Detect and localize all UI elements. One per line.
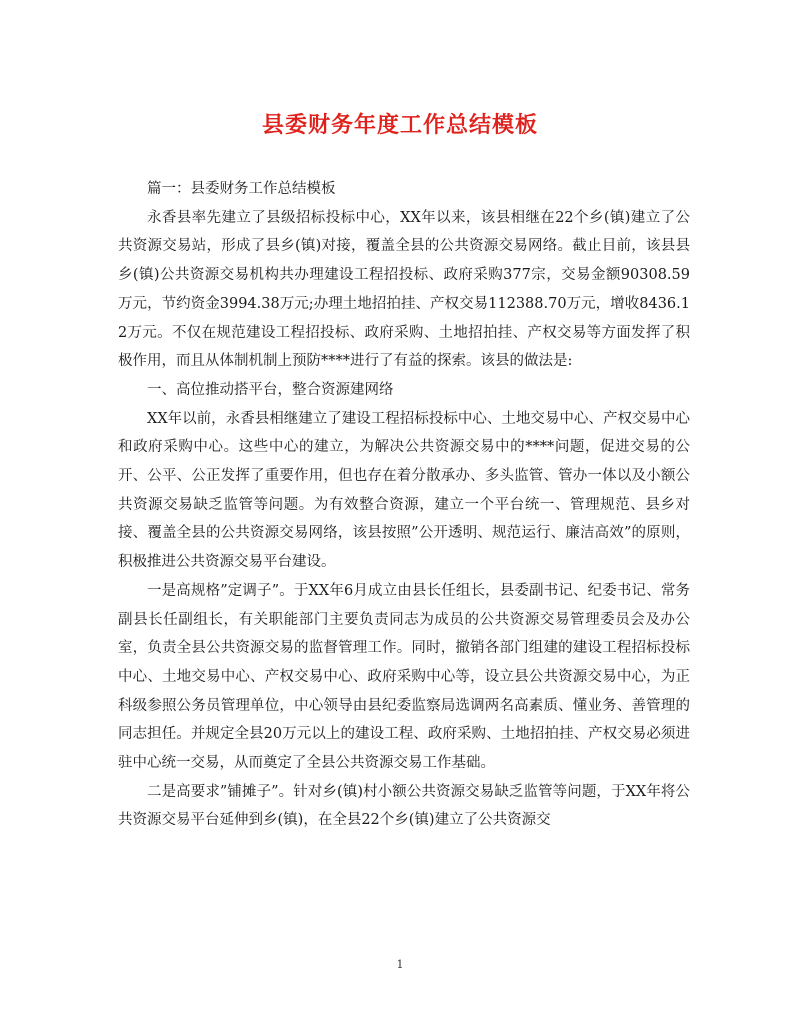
body-paragraph: 二是高要求”铺摊子”。针对乡(镇)村小额公共资源交易缺乏监管等问题，于XX年将公共资源交易平台延伸到乡(镇)，在全县22个乡(镇)建立了公共资源交 <box>118 783 690 829</box>
body-paragraph: XX年以前，永香县相继建立了建设工程招标投标中心、土地交易中心、产权交易中心和政府采购中心。这些中心的建立，为解决公共资源交易中的****问题，促进交易的公开、公平、公正发挥了重要作用，但也存在着分散承办、多头监管、管办一体以及小额公共资源交易缺乏监管等问题。为有效整合资源，建立一个平台统一、管理规范、县乡对接、覆盖全县的公共资源交易网络，该县按照”公开透明、规范运行、廉洁高效”的原则，积极推进公共资源交易平台建设。 <box>118 410 690 571</box>
page-number: 1 <box>396 958 404 971</box>
subsection-heading: 一、高位推动搭平台，整合资源建网络 <box>147 381 394 398</box>
document-title: 县委财务年度工作总结模板 <box>261 112 538 138</box>
document-body <box>118 175 690 835</box>
body-paragraph: 一是高规格”定调子”。于XX年6月成立由县长任组长，县委副书记、纪委书记、常务副县长任副组长，有关职能部门主要负责同志为成员的公共资源交易管理委员会及办公室，负责全县公共资源交易的监督管理工作。同时，撤销各部门组建的建设工程招标投标中心、土地交易中心、产权交易中心、政府采购中心等，设立县公共资源交易中心，为正科级参照公务员管理单位，中心领导由县纪委监察局选调两名高素质、懂业务、善管理的同志担任。并规定全县20万元以上的建设工程、政府采购、土地招拍挂、产权交易必须进驻中心统一交易，从而奠定了全县公共资源交易工作基础。 <box>118 582 690 772</box>
section-heading: 篇一：县委财务工作总结模板 <box>147 181 336 197</box>
body-paragraph: 永香县率先建立了县级招标投标中心，XX年以来，该县相继在22个乡(镇)建立了公共资源交易站，形成了县乡(镇)对接，覆盖全县的公共资源交易网络。截止目前，该县县乡(镇)公共资源交易机构共办理建设工程招投标、政府采购377宗，交易金额90308.59万元，节约资金3994.38万元;办理土地招拍挂、产权交易112388.70万元，增收8436.12万元。不仅在规范建设工程招投标、政府采购、土地招拍挂、产权交易等方面发挥了积极作用，而且从体制机制上预防****进行了有益的探索。该县的做法是: <box>118 209 690 370</box>
